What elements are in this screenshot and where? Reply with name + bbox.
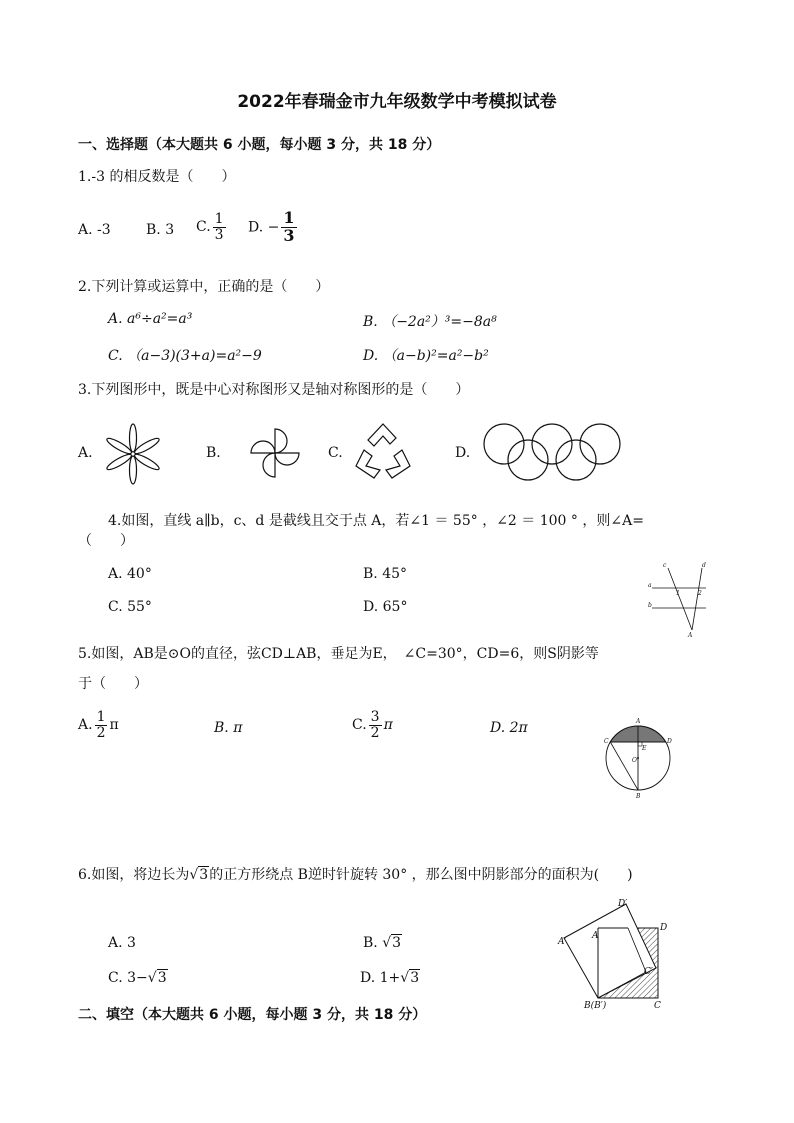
q4-label-c: c [663, 562, 667, 569]
q5-label-O: O [632, 757, 637, 764]
pi-symbol: π [383, 717, 393, 734]
q5-option-b: B. π [214, 720, 243, 736]
q5-option-c [352, 710, 393, 740]
q2-option-d: D. （a−b)²=a²−b² [363, 348, 489, 364]
q3-option-a-label: A. [78, 445, 93, 461]
q6-label-D: D [660, 923, 668, 933]
radicand: 3 [199, 867, 209, 883]
q6-option-a: A. 3 [108, 935, 136, 951]
q3-option-c-label: C. [328, 445, 343, 461]
section-heading-choice: 一、选择题（本大题共 6 小题，每小题 3 分，共 18 分） [78, 137, 441, 153]
q4-label-a: a [648, 582, 652, 589]
q6-option-d-label: D. 1+ [360, 970, 401, 986]
question-2-stem: 2.下列计算或运算中，正确的是（ ） [78, 279, 330, 295]
q5-label-C: C [604, 738, 609, 745]
q6-label-Cprime: C′ [644, 967, 653, 977]
q3-figure-a-flower [102, 423, 164, 485]
q4-label-b: b [648, 602, 652, 609]
sqrt-symbol: √3 [400, 970, 420, 986]
q1-option-b: B. 3 [146, 222, 175, 238]
q5-option-a-label: A. [78, 717, 93, 734]
q6-option-b-label: B. [363, 935, 378, 951]
q5-label-D: D [667, 738, 672, 745]
q6-label-A: A [592, 931, 599, 941]
question-4-stem-answer: （ ） [78, 533, 134, 549]
q6-figure-rotated-square [558, 896, 678, 1012]
fraction [213, 212, 226, 242]
q2-option-b: B. （−2a²）³=−8a⁸ [363, 314, 497, 330]
q4-option-b: B. 45° [363, 566, 408, 582]
q6-label-Aprime: A′ [558, 937, 567, 947]
q6-option-c [108, 970, 168, 986]
q6-label-B: B(B′) [584, 1001, 607, 1011]
q5-label-A: A [636, 718, 641, 725]
q4-option-c: C. 55° [108, 599, 152, 615]
denominator: 2 [370, 724, 380, 741]
q3-figure-c-recycle [352, 420, 414, 482]
q5-label-B: B [636, 793, 641, 800]
question-3-stem: 3.下列图形中，既是中心对称图形又是轴对称图形的是（ ） [78, 382, 470, 398]
q5-option-d: D. 2π [490, 720, 528, 736]
q1-option-c-label: C. [196, 219, 211, 236]
q1-option-c [196, 212, 228, 242]
q6-label-C: C [654, 1001, 661, 1011]
q4-label-2: 2 [698, 590, 702, 597]
q5-option-c-label: C. [352, 717, 367, 734]
radicand: 3 [392, 935, 402, 951]
radicand: 3 [410, 970, 420, 986]
fraction [281, 210, 296, 245]
fraction [95, 710, 108, 740]
q6-stem-prefix: 6.如图，将边长为 [78, 867, 190, 883]
q6-option-c-label: C. 3− [108, 970, 148, 986]
q1-option-d-label: D. − [248, 219, 280, 236]
page-title: 2022年春瑞金市九年级数学中考模拟试卷 [237, 92, 557, 112]
q6-option-b [363, 935, 402, 951]
q4-figure-parallel-lines [646, 560, 712, 640]
q3-figure-b-pinwheel [248, 426, 302, 480]
numerator: 1 [214, 211, 224, 227]
q3-figure-d-rings [482, 422, 624, 484]
numerator: 1 [96, 709, 106, 725]
denominator: 3 [214, 226, 224, 243]
q4-label-A: A [688, 632, 693, 639]
question-5-stem-answer: 于（ ） [78, 676, 148, 692]
q4-label-d: d [702, 562, 706, 569]
radicand: 3 [157, 970, 167, 986]
question-1-stem: 1.-3 的相反数是（ ） [78, 169, 236, 185]
q3-option-b-label: B. [206, 445, 221, 461]
sqrt-symbol: √3 [189, 867, 209, 883]
fraction [369, 710, 382, 740]
denominator: 2 [96, 724, 106, 741]
question-4-stem: 4.如图，直线 a∥b，c、d 是截线且交于点 A，若∠1 ＝ 55° ，∠2 ＝ 100 ° ，则∠A= [108, 513, 644, 529]
q6-label-Dprime: D′ [618, 899, 628, 909]
question-6-stem [78, 864, 633, 884]
pi-symbol: π [109, 717, 119, 734]
q5-figure-circle [600, 712, 684, 802]
numerator: 1 [283, 208, 295, 227]
numerator: 3 [370, 709, 380, 725]
q2-option-a: A. a⁶÷a²=a³ [108, 311, 193, 327]
q6-option-d [360, 970, 420, 986]
denominator: 3 [283, 225, 295, 245]
q6-stem-suffix: 的正方形绕点 B逆时针旋转 30° ，那么图中阴影部分的面积为( ) [209, 867, 633, 883]
q4-option-a: A. 40° [108, 566, 152, 582]
q3-option-d-label: D. [455, 445, 471, 461]
sqrt-symbol: √3 [382, 935, 402, 951]
q1-option-d [248, 210, 299, 245]
section-heading-fill-in: 二、填空（本大题共 6 小题，每小题 3 分，共 18 分） [78, 1007, 427, 1023]
q1-option-a: A. -3 [78, 222, 111, 238]
sqrt-symbol: √3 [147, 970, 167, 986]
q2-option-c: C. （a−3)(3+a)=a²−9 [108, 348, 262, 364]
q5-label-E: E [642, 745, 647, 752]
q4-option-d: D. 65° [363, 599, 408, 615]
question-5-stem: 5.如图，AB是⊙O的直径，弦CD⊥AB，垂足为E， ∠C=30°，CD=6，则S阴影等 [78, 646, 599, 662]
q4-label-1: 1 [676, 590, 680, 597]
q5-option-a [78, 710, 119, 740]
